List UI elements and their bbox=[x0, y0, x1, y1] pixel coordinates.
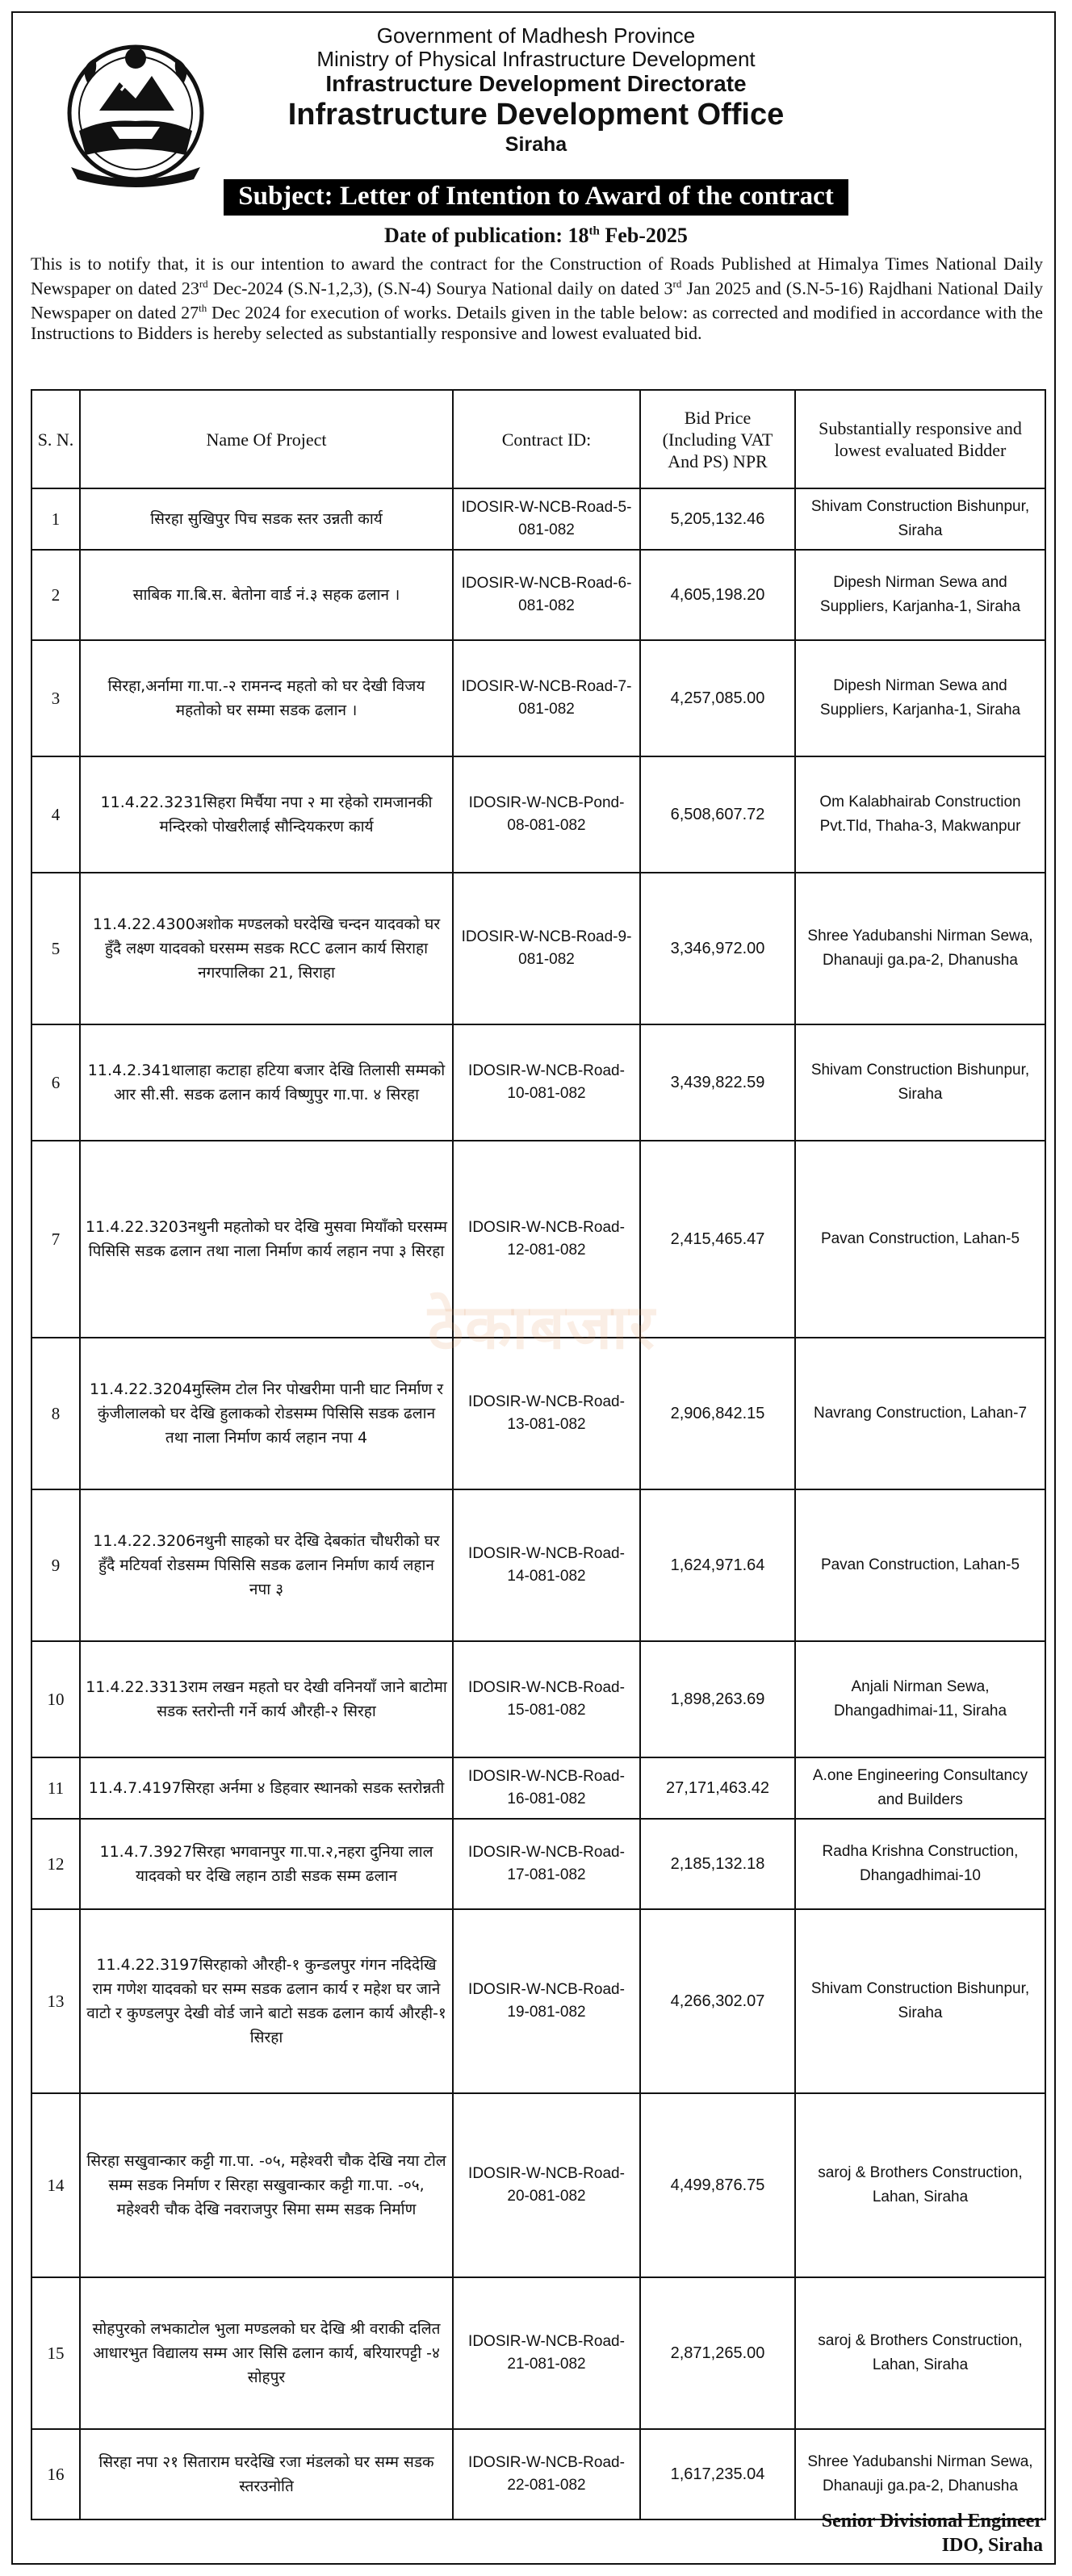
table-row bbox=[31, 1024, 1045, 1141]
cell-bid-price: 2,906,842.15 bbox=[640, 1338, 795, 1489]
cell-bidder: Anjali Nirman Sewa, Dhangadhimai-11, Siraha bbox=[795, 1641, 1045, 1757]
cell-bidder: Shree Yadubanshi Nirman Sewa, Dhanauji ga.pa-2, Dhanusha bbox=[795, 2429, 1045, 2519]
cell-contract-id: IDOSIR-W-NCB-Road-19-081-082 bbox=[453, 1909, 640, 2093]
cell-project: 11.4.22.3204मुस्लिम टोल निर पोखरीमा पानी घाट निर्माण र कुंजीलालको घर देखि हुलाकको रोडसम्म पिसिसि सडक ढलान तथा नाला निर्माण कार्य लहान नपा 4 bbox=[80, 1338, 453, 1489]
header-bidder: Substantially responsive and lowest evaluated Bidder bbox=[795, 390, 1045, 488]
cell-sn: 10 bbox=[31, 1641, 80, 1757]
cell-sn: 6 bbox=[31, 1024, 80, 1141]
intro-text-2: Dec-2024 (S.N-1,2,3), (S.N-4) Sourya National daily on dated 3 bbox=[207, 278, 673, 299]
cell-project: 11.4.7.4197सिरहा अर्नमा ४ डिहवार स्थानको सडक स्तरोन्नती bbox=[80, 1757, 453, 1819]
intro-paragraph bbox=[31, 253, 1043, 343]
table-row bbox=[31, 756, 1045, 873]
office-location: Siraha bbox=[505, 133, 567, 156]
cell-contract-id: IDOSIR-W-NCB-Road-7-081-082 bbox=[453, 640, 640, 756]
publication-date-prefix: Date of publication: 18 bbox=[384, 224, 589, 247]
cell-project: 11.4.2.341थालाहा कटाहा हटिया बजार देखि तिलासी सम्मको आर सी.सी. सडक ढलान कार्य विष्णुपुर गा.पा. ४ सिरहा bbox=[80, 1024, 453, 1141]
cell-sn: 2 bbox=[31, 550, 80, 640]
table-row bbox=[31, 1141, 1045, 1338]
cell-bidder: saroj & Brothers Construction, Lahan, Siraha bbox=[795, 2093, 1045, 2277]
cell-bidder: Shivam Construction Bishunpur, Siraha bbox=[795, 1024, 1045, 1141]
table-row bbox=[31, 2093, 1045, 2277]
cell-contract-id: IDOSIR-W-NCB-Road-10-081-082 bbox=[453, 1024, 640, 1141]
cell-bid-price: 2,415,465.47 bbox=[640, 1141, 795, 1338]
cell-contract-id: IDOSIR-W-NCB-Road-21-081-082 bbox=[453, 2277, 640, 2429]
cell-bid-price: 6,508,607.72 bbox=[640, 756, 795, 873]
signature-title: Senior Divisional Engineer bbox=[821, 2511, 1043, 2532]
cell-project: 11.4.22.3197सिरहाको औरही-१ कुन्डलपुर गंगन नदिदेखि राम गणेश यादवको घर सम्म सडक ढलान कार्य र महेश घर जाने वाटो र कुण्डलपुर देखी वोर्ड जाने बाटो सडक ढलान कार्य औरही-१ सिरहा bbox=[80, 1909, 453, 2093]
table-row bbox=[31, 873, 1045, 1024]
award-table bbox=[31, 389, 1046, 2520]
cell-sn: 9 bbox=[31, 1489, 80, 1641]
cell-sn: 16 bbox=[31, 2429, 80, 2519]
cell-bidder: Navrang Construction, Lahan-7 bbox=[795, 1338, 1045, 1489]
intro-sup-2: rd bbox=[672, 278, 682, 290]
cell-bidder: Shree Yadubanshi Nirman Sewa, Dhanauji ga.pa-2, Dhanusha bbox=[795, 873, 1045, 1024]
cell-bid-price: 2,871,265.00 bbox=[640, 2277, 795, 2429]
table-row bbox=[31, 1909, 1045, 2093]
header-project: Name Of Project bbox=[80, 390, 453, 488]
table-row bbox=[31, 550, 1045, 640]
cell-project: सिरहा सुखिपुर पिच सडक स्तर उन्नती कार्य bbox=[80, 488, 453, 550]
header-sn: S. N. bbox=[31, 390, 80, 488]
table-header-row bbox=[31, 390, 1045, 488]
cell-bid-price: 4,257,085.00 bbox=[640, 640, 795, 756]
cell-bid-price: 2,185,132.18 bbox=[640, 1819, 795, 1909]
cell-sn: 1 bbox=[31, 488, 80, 550]
table-row bbox=[31, 640, 1045, 756]
subject-text: Subject: Letter of Intention to Award of the contract bbox=[224, 179, 848, 216]
cell-contract-id: IDOSIR-W-NCB-Road-17-081-082 bbox=[453, 1819, 640, 1909]
cell-bidder: Dipesh Nirman Sewa and Suppliers, Karjanha-1, Siraha bbox=[795, 640, 1045, 756]
cell-sn: 5 bbox=[31, 873, 80, 1024]
cell-bidder: Pavan Construction, Lahan-5 bbox=[795, 1141, 1045, 1338]
cell-project: 11.4.22.3231सिहरा मिर्चैया नपा २ मा रहेको रामजानकी मन्दिरको पोखरीलाई सौन्दियकरण कार्य bbox=[80, 756, 453, 873]
cell-project: सिरहा,अर्नामा गा.पा.-२ रामनन्द महतो को घर देखी विजय महतोको घर सम्मा सडक ढलान । bbox=[80, 640, 453, 756]
cell-sn: 13 bbox=[31, 1909, 80, 2093]
cell-contract-id: IDOSIR-W-NCB-Road-20-081-082 bbox=[453, 2093, 640, 2277]
cell-bidder: Pavan Construction, Lahan-5 bbox=[795, 1489, 1045, 1641]
publication-date bbox=[0, 224, 1072, 248]
table-row bbox=[31, 1757, 1045, 1819]
table-body bbox=[31, 488, 1045, 2519]
cell-sn: 4 bbox=[31, 756, 80, 873]
cell-bidder: Dipesh Nirman Sewa and Suppliers, Karjanha-1, Siraha bbox=[795, 550, 1045, 640]
signature-office: IDO, Siraha bbox=[941, 2535, 1043, 2556]
cell-sn: 15 bbox=[31, 2277, 80, 2429]
cell-bid-price: 4,266,302.07 bbox=[640, 1909, 795, 2093]
cell-bid-price: 5,205,132.46 bbox=[640, 488, 795, 550]
cell-bidder: A.one Engineering Consultancy and Builders bbox=[795, 1757, 1045, 1819]
header-contract-id: Contract ID: bbox=[453, 390, 640, 488]
table-row bbox=[31, 1338, 1045, 1489]
cell-bid-price: 3,439,822.59 bbox=[640, 1024, 795, 1141]
intro-text-1: This is to notify that, it is our intention to award the contract for the Construction of Roads Published at Himalya Times National Daily Newspaper on dated 23 bbox=[31, 253, 1043, 299]
cell-contract-id: IDOSIR-W-NCB-Road-5-081-082 bbox=[453, 488, 640, 550]
subject-banner bbox=[0, 179, 1072, 216]
cell-contract-id: IDOSIR-W-NCB-Road-16-081-082 bbox=[453, 1757, 640, 1819]
directorate-name: Infrastructure Development Directorate bbox=[325, 71, 747, 96]
table-row bbox=[31, 2277, 1045, 2429]
publication-date-sup: th bbox=[588, 224, 600, 238]
cell-project: 11.4.22.3313राम लखन महतो घर देखी वनिनयाँ जाने बाटोमा सडक स्तरोन्ती गर्ने कार्य औरही-२ सिरहा bbox=[80, 1641, 453, 1757]
table-row bbox=[31, 488, 1045, 550]
office-name: Infrastructure Development Office bbox=[287, 98, 785, 132]
cell-contract-id: IDOSIR-W-NCB-Road-9-081-082 bbox=[453, 873, 640, 1024]
cell-project: 11.4.22.3206नथुनी साहको घर देखि देबकांत चौधरीको घर हुँदै मटियर्वा रोडसम्म पिसिसि सडक ढलान निर्माण कार्य लहान नपा ३ bbox=[80, 1489, 453, 1641]
cell-sn: 3 bbox=[31, 640, 80, 756]
cell-contract-id: IDOSIR-W-NCB-Road-6-081-082 bbox=[453, 550, 640, 640]
intro-text-4: Dec 2024 for execution of works. Details given in the table below: as corrected and modified in accordance with the Instructions to Bidders is hereby selected as substantially responsive and lowest evaluated bid. bbox=[31, 302, 1044, 343]
cell-contract-id: IDOSIR-W-NCB-Road-15-081-082 bbox=[453, 1641, 640, 1757]
cell-contract-id: IDOSIR-W-NCB-Road-14-081-082 bbox=[453, 1489, 640, 1641]
publication-date-suffix: Feb-2025 bbox=[599, 224, 688, 247]
cell-bidder: Shivam Construction Bishunpur, Siraha bbox=[795, 488, 1045, 550]
cell-bid-price: 27,171,463.42 bbox=[640, 1757, 795, 1819]
cell-bidder: Om Kalabhairab Construction Pvt.Tld, Thaha-3, Makwanpur bbox=[795, 756, 1045, 873]
cell-sn: 12 bbox=[31, 1819, 80, 1909]
cell-contract-id: IDOSIR-W-NCB-Road-13-081-082 bbox=[453, 1338, 640, 1489]
cell-bidder: Radha Krishna Construction, Dhangadhimai-10 bbox=[795, 1819, 1045, 1909]
cell-bid-price: 1,617,235.04 bbox=[640, 2429, 795, 2519]
cell-project: सिरहा नपा २१ सिताराम घरदेखि रजा मंडलको घर सम्म सडक स्तरउनोति bbox=[80, 2429, 453, 2519]
intro-text-3: Jan 2025 and (S.N-5-16) Rajdhani National Daily Newspaper on dated 27 bbox=[31, 278, 1043, 323]
cell-bid-price: 1,624,971.64 bbox=[640, 1489, 795, 1641]
cell-sn: 8 bbox=[31, 1338, 80, 1489]
cell-contract-id: IDOSIR-W-NCB-Pond-08-081-082 bbox=[453, 756, 640, 873]
cell-bidder: Shivam Construction Bishunpur, Siraha bbox=[795, 1909, 1045, 2093]
cell-bidder: saroj & Brothers Construction, Lahan, Siraha bbox=[795, 2277, 1045, 2429]
intro-sup-1: rd bbox=[199, 278, 208, 290]
signature-block bbox=[822, 2509, 1043, 2557]
cell-project: 11.4.22.3203नथुनी महतोको घर देखि मुसवा मियाँको घरसम्म पिसिसि सडक ढलान तथा नाला निर्माण कार्य लहान नपा ३ सिरहा bbox=[80, 1141, 453, 1338]
cell-project: साबिक गा.बि.स. बेतोना वार्ड नं.३ सहक ढलान । bbox=[80, 550, 453, 640]
cell-bid-price: 4,605,198.20 bbox=[640, 550, 795, 640]
cell-sn: 14 bbox=[31, 2093, 80, 2277]
cell-project: 11.4.22.4300अशोक मण्डलको घरदेखि चन्दन यादवको घर हुँदै लक्ष्ण यादवको घरसम्म सडक RCC ढलान कार्य सिराहा नगरपालिका 21, सिराहा bbox=[80, 873, 453, 1024]
cell-bid-price: 4,499,876.75 bbox=[640, 2093, 795, 2277]
cell-sn: 7 bbox=[31, 1141, 80, 1338]
letterhead bbox=[0, 24, 1072, 157]
cell-contract-id: IDOSIR-W-NCB-Road-22-081-082 bbox=[453, 2429, 640, 2519]
government-name: Government of Madhesh Province bbox=[376, 23, 696, 48]
cell-project: 11.4.7.3927सिरहा भगवानपुर गा.पा.२,नहरा दुनिया लाल यादवको घर देखि लहान ठाडी सडक सम्म ढलान bbox=[80, 1819, 453, 1909]
header-bid-price: Bid Price (Including VAT And PS) NPR bbox=[640, 390, 795, 488]
table-row bbox=[31, 1489, 1045, 1641]
table-row bbox=[31, 1641, 1045, 1757]
cell-contract-id: IDOSIR-W-NCB-Road-12-081-082 bbox=[453, 1141, 640, 1338]
cell-bid-price: 3,346,972.00 bbox=[640, 873, 795, 1024]
cell-sn: 11 bbox=[31, 1757, 80, 1819]
intro-sup-3: th bbox=[199, 302, 207, 315]
table-row bbox=[31, 2429, 1045, 2519]
cell-project: सिरहा सखुवान्कार कट्टी गा.पा. -०५, महेश्वरी चौक देखि नया टोल सम्म सडक निर्माण र सिरहा सखुवान्कार कट्टी गा.पा. -०५, महेश्वरी चौक देखि नवराजपुर सिमा सम्म सडक निर्माण bbox=[80, 2093, 453, 2277]
ministry-name: Ministry of Physical Infrastructure Development bbox=[316, 47, 756, 71]
cell-project: सोहपुरको लभकाटोल भुला मण्डलको घर देखि श्री वराकी दलित आधारभुत विद्यालय सम्म आर सिसि ढलान कार्य, बरियारपट्टी -४ सोहपुर bbox=[80, 2277, 453, 2429]
table-row bbox=[31, 1819, 1045, 1909]
cell-bid-price: 1,898,263.69 bbox=[640, 1641, 795, 1757]
